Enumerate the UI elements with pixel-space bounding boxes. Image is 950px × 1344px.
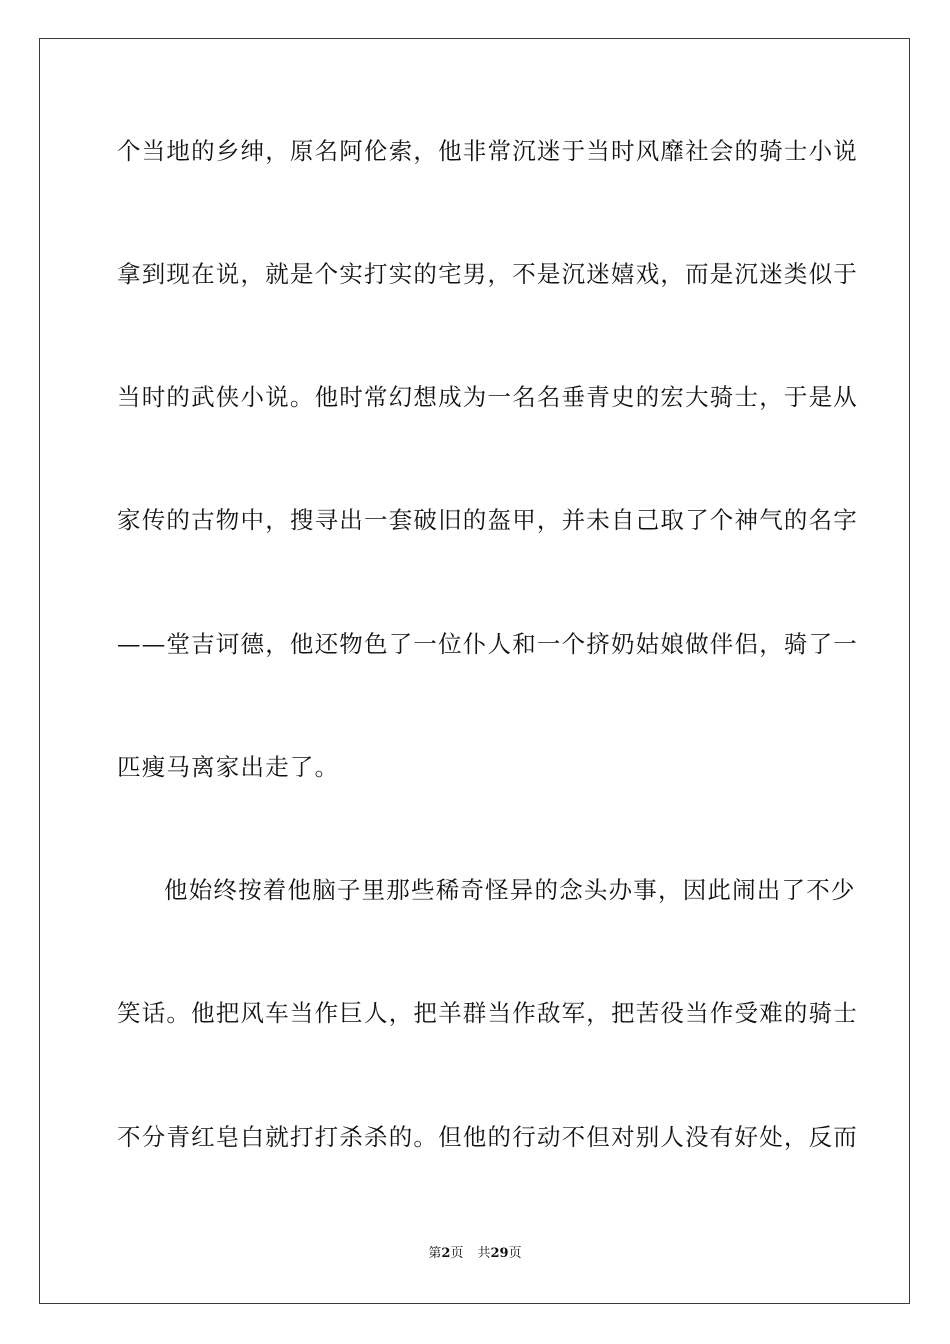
page-unit: 页: [450, 1246, 464, 1261]
total-unit: 页: [508, 1246, 522, 1261]
page-border: [39, 38, 910, 1304]
text-line-7: 他始终按着他脑子里那些稀奇怪异的念头办事，因此闹出了不少: [164, 876, 856, 904]
text-line-8: 笑话。他把风车当作巨人，把羊群当作敌军，把苦役当作受难的骑士: [117, 999, 858, 1027]
total-prefix: 共: [477, 1246, 491, 1261]
text-line-2: 拿到现在说，就是个实打实的宅男，不是沉迷嬉戏，而是沉迷类似于: [117, 260, 858, 288]
text-line-5: ——堂吉诃德，他还物色了一位仆人和一个挤奶姑娘做伴侣，骑了一: [117, 630, 858, 658]
text-line-1: 个当地的乡绅，原名阿伦索，他非常沉迷于当时风靡社会的骑士小说: [117, 137, 858, 165]
text-line-9: 不分青红皂白就打打杀杀的。但他的行动不但对别人没有好处，反而: [117, 1123, 858, 1151]
page-prefix: 第: [428, 1246, 442, 1261]
total-page-count: 29: [490, 1246, 509, 1261]
current-page-number: 2: [441, 1246, 451, 1261]
text-line-6: 匹瘦马离家出走了。: [117, 753, 340, 781]
text-line-4: 家传的古物中，搜寻出一套破旧的盔甲，并未自己取了个神气的名字: [117, 506, 858, 534]
page-footer: [0, 1245, 950, 1263]
text-line-3: 当时的武侠小说。他时常幻想成为一名名垂青史的宏大骑士，于是从: [117, 383, 858, 411]
